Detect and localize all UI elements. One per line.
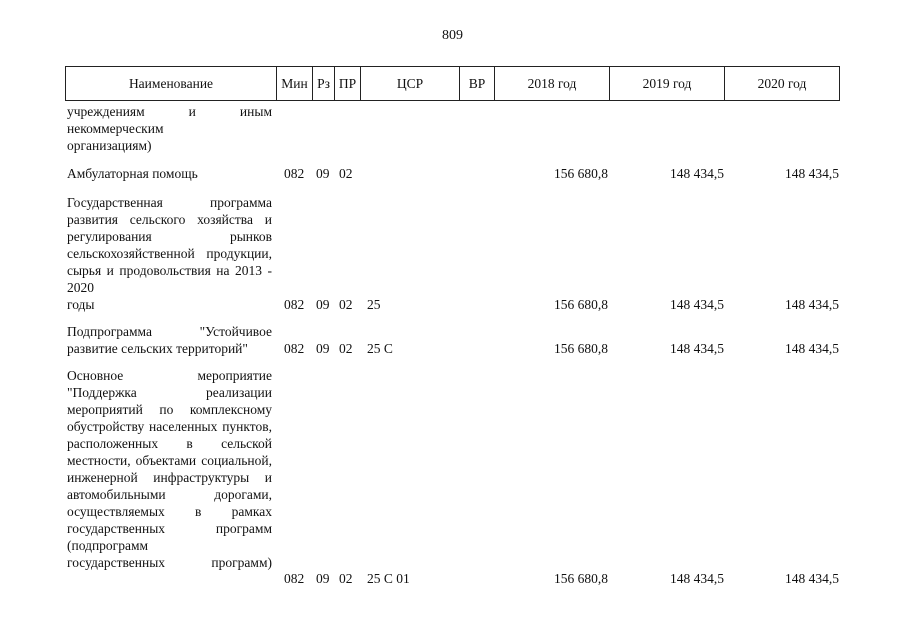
cell-2020: 148 434,5	[785, 571, 839, 586]
cell-csr: 25	[367, 297, 381, 312]
row-name	[67, 103, 272, 154]
cell-rz: 09	[316, 571, 330, 586]
cell-min: 082	[284, 297, 305, 312]
cell-csr: 25 С 01	[367, 571, 410, 586]
row-name-line: государственных программ)	[67, 555, 272, 570]
column-header-min: Мин	[277, 67, 313, 101]
cell-min: 082	[284, 341, 305, 356]
cell-2019: 148 434,5	[670, 341, 724, 356]
row-name-line: развитие сельских территорий"	[67, 341, 248, 356]
column-header-csr: ЦСР	[361, 67, 460, 101]
table-header	[65, 66, 840, 101]
row-name-line: учреждениям и иным	[67, 104, 272, 119]
row-name-line: Государственная программа развития сельского хозяйства и регулирования рынков сельскохозяйственной продукции, сырья и продовольствия на 2013 - 2020	[67, 195, 272, 295]
cell-min: 082	[284, 571, 305, 586]
row-name-line: Амбулаторная помощь	[67, 166, 198, 181]
cell-2020: 148 434,5	[785, 297, 839, 312]
column-header-rz: Рз	[313, 67, 335, 101]
row-name	[67, 323, 272, 357]
column-header-2018: 2018 год	[495, 67, 610, 101]
cell-rz: 09	[316, 297, 330, 312]
cell-2020: 148 434,5	[785, 166, 839, 181]
cell-2018: 156 680,8	[554, 297, 608, 312]
cell-pr: 02	[339, 297, 353, 312]
row-name-line: организациям)	[67, 138, 152, 153]
column-header-name: Наименование	[66, 67, 277, 101]
cell-rz: 09	[316, 341, 330, 356]
row-name	[67, 165, 272, 182]
page-number: 809	[442, 28, 463, 43]
cell-pr: 02	[339, 166, 353, 181]
row-name-line: Основное мероприятие "Поддержка реализации мероприятий по комплексному обустройству населенных пунктов, расположенных в сельской местности, объектами социальной, инженерной инфраструктуры и автомобильными дорогами, осуществляемых в рамках государственных программ (подпрограмм	[67, 368, 272, 553]
row-name-line: годы	[67, 297, 95, 312]
column-header-2020: 2020 год	[725, 67, 840, 101]
cell-csr: 25 С	[367, 341, 393, 356]
column-header-vr: ВР	[460, 67, 495, 101]
cell-2018: 156 680,8	[554, 341, 608, 356]
cell-2019: 148 434,5	[670, 297, 724, 312]
cell-2019: 148 434,5	[670, 571, 724, 586]
cell-2020: 148 434,5	[785, 341, 839, 356]
cell-2018: 156 680,8	[554, 166, 608, 181]
cell-pr: 02	[339, 571, 353, 586]
column-header-2019: 2019 год	[610, 67, 725, 101]
row-name	[67, 194, 272, 313]
row-name-line: Подпрограмма "Устойчивое	[67, 324, 272, 339]
row-name-line: некоммерческим	[67, 121, 164, 136]
column-header-pr: ПР	[335, 67, 361, 101]
cell-rz: 09	[316, 166, 330, 181]
cell-pr: 02	[339, 341, 353, 356]
cell-min: 082	[284, 166, 305, 181]
cell-2019: 148 434,5	[670, 166, 724, 181]
cell-2018: 156 680,8	[554, 571, 608, 586]
row-name	[67, 367, 272, 571]
